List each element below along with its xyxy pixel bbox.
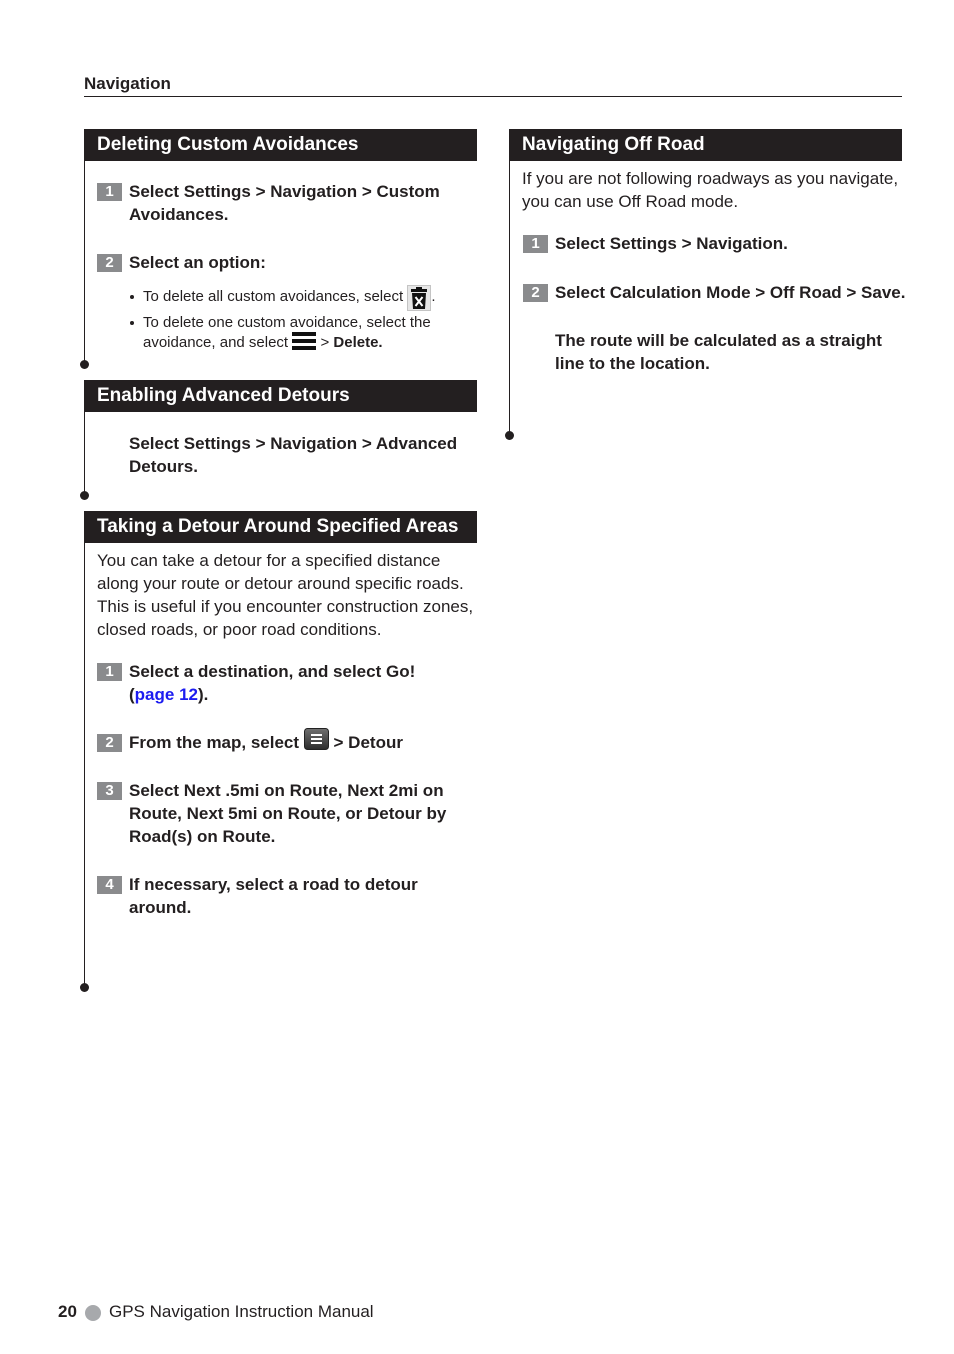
step-text-end: > Detour — [333, 733, 403, 752]
section-heading-deleting-custom-avoidances: Deleting Custom Avoidances — [84, 129, 477, 161]
section-intro: If you are not following roadways as you navigate, you can use Off Road mode. — [522, 169, 899, 211]
step-text: Select an option: — [129, 253, 266, 272]
section-side-rule — [509, 161, 510, 435]
section-end-dot — [80, 983, 89, 992]
footer-bullet-dot — [85, 1305, 101, 1321]
step — [531, 281, 915, 304]
bullet-text: To delete one custom avoidance, select the avoidance, and select — [143, 314, 431, 351]
step-text: Select a destination, and select Go! — [129, 662, 416, 681]
step — [105, 251, 477, 274]
bullet-item — [143, 313, 477, 353]
bullet-item — [143, 287, 477, 307]
step-number: 1 — [97, 663, 122, 681]
step-number: 3 — [97, 782, 122, 800]
step — [531, 232, 915, 255]
step — [105, 180, 477, 226]
step-number: 1 — [523, 235, 548, 253]
bullet-action: Delete. — [333, 334, 383, 351]
step-number: 4 — [97, 876, 122, 894]
bullet-marker — [130, 321, 134, 325]
section-side-rule — [84, 161, 85, 364]
section-end-dot — [80, 360, 89, 369]
step — [129, 432, 477, 478]
page-reference — [129, 685, 208, 704]
section-side-rule — [84, 543, 85, 987]
step-text: If necessary, select a road to detour around. — [129, 875, 418, 917]
section-end-dot — [80, 491, 89, 500]
step — [105, 731, 477, 754]
page-link[interactable]: page 12 — [134, 685, 198, 704]
step-text: Select Settings > Navigation. — [555, 234, 788, 253]
step-result — [555, 329, 895, 375]
page-number: 20 — [58, 1302, 77, 1321]
bullet-separator: > — [320, 334, 330, 351]
bullet-marker — [130, 295, 134, 299]
section-intro: You can take a detour for a specified distance along your route or detour around specific roads. This is useful if you encounter construction zones, closed roads, or poor road conditions. — [97, 551, 474, 639]
section-end-dot — [505, 431, 514, 440]
step-text: Select Calculation Mode > Off Road > Save. — [555, 283, 906, 302]
step-number: 2 — [523, 284, 548, 302]
running-header: Navigation — [84, 74, 171, 93]
step-text: Select Settings > Navigation > Advanced Detours. — [129, 434, 458, 476]
step-number: 2 — [97, 254, 122, 272]
header-rule — [84, 96, 902, 97]
paren-close: ). — [197, 685, 209, 704]
section-heading-navigating-off-road: Navigating Off Road — [509, 129, 902, 161]
manual-title: GPS Navigation Instruction Manual — [109, 1302, 374, 1321]
step — [105, 873, 477, 919]
step-text: Select Settings > Navigation > Custom Avoidances. — [129, 182, 440, 224]
paren-open: ( — [129, 685, 135, 704]
step-number: 2 — [97, 734, 122, 752]
bullet-text: To delete all custom avoidances, select — [143, 288, 404, 305]
step — [105, 779, 477, 848]
step — [105, 660, 477, 706]
section-side-rule — [84, 412, 85, 495]
step-number: 1 — [97, 183, 122, 201]
section-heading-taking-a-detour: Taking a Detour Around Specified Areas — [84, 511, 477, 543]
step-result-text: The route will be calculated as a straight line to the location. — [555, 331, 882, 373]
step-text: From the map, select — [129, 733, 300, 752]
bullet-text-end: . — [431, 288, 436, 305]
step-text: Select Next .5mi on Route, Next 2mi on Route, Next 5mi on Route, or Detour by Road(s) on Route. — [129, 781, 447, 846]
section-heading-enabling-advanced-detours: Enabling Advanced Detours — [84, 380, 477, 412]
